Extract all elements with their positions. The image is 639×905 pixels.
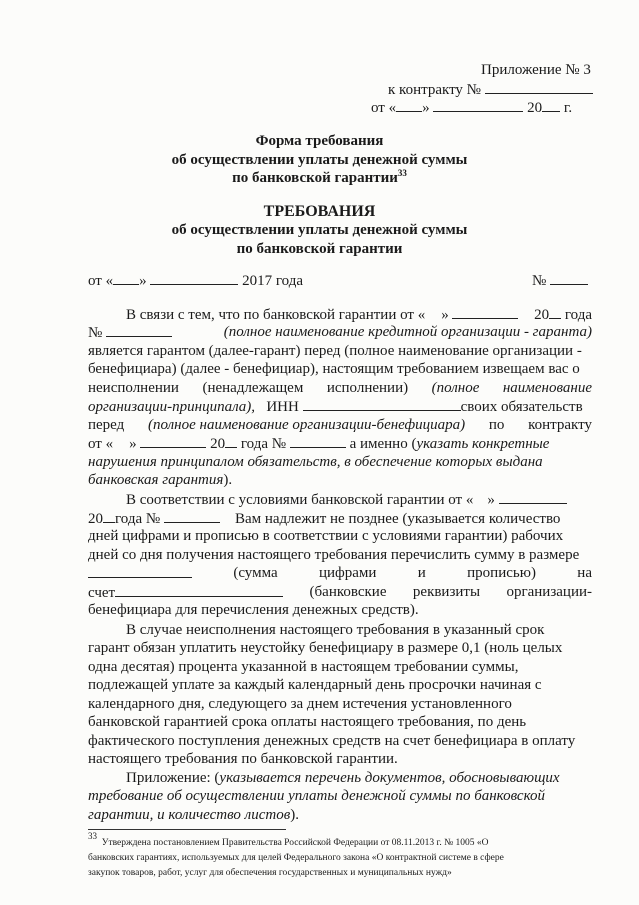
p1-l8-open: от «: [88, 436, 114, 452]
p2-l2-year: 20: [88, 511, 103, 527]
p1-line9: нарушения принципалом обязательств, в обеспечение которых выдана: [88, 454, 543, 470]
doc-date-close: »: [139, 273, 147, 289]
doc-title-line1: ТРЕБОВАНИЯ: [263, 203, 376, 220]
p1-l8-year: 20: [210, 436, 226, 452]
p1-l5-d: (полное: [431, 380, 480, 396]
p1-l1-close: »: [441, 307, 449, 323]
p2-l5-sum-blank: [88, 565, 192, 578]
header-day-blank: [396, 99, 422, 112]
p3-line8: настоящего требования по банковской гарантии.: [88, 751, 398, 767]
p2-l5-a: (сумма: [233, 565, 278, 581]
p3-line2: гарант обязан уплатить неустойку бенефициару в размере 0,1 (ноль целых: [88, 640, 563, 656]
p1-l8-month-blank: [140, 435, 206, 448]
p3-line5: календарного дня, следующего за днем истечения установленного: [88, 696, 512, 712]
p2-l1-text: В соответствии с условиями банковской гарантии от «: [126, 492, 474, 508]
p2-l2-text: Вам надлежит не позднее (указывается количество: [234, 511, 561, 527]
p4-l3-text: гарантии, и количество листов: [88, 807, 291, 823]
p1-l8-number-blank: [290, 435, 346, 448]
doc-number-label: №: [532, 273, 547, 289]
p1-l1-god: года: [564, 307, 592, 323]
p1-l7-b: (полное наименование организации-бенефициара): [148, 417, 466, 433]
footnote-ref: 33: [397, 168, 407, 178]
p1-l5-c: исполнении): [326, 380, 409, 396]
p2-line3: дней цифрами и прописью в соответствии с условиями гарантии) рабочих: [88, 528, 564, 544]
p2-l1-month-blank: [499, 491, 567, 504]
p2-line7: бенефициара для перечисления денежных средств).: [88, 602, 419, 618]
p1-line1: [126, 306, 592, 324]
contract-label: к контракту №: [388, 82, 481, 98]
p3-line4: подлежащей уплате за каждый календарный день просрочки начиная с: [88, 677, 542, 693]
header-date-close: »: [422, 100, 430, 116]
p1-l1-month-blank: [452, 306, 518, 319]
doc-number-line: [532, 272, 588, 290]
p1-l8-year-blank: [225, 435, 237, 448]
p1-l8-no: года №: [240, 436, 287, 452]
p2-line2: [88, 510, 560, 528]
p2-line1: [126, 491, 567, 509]
p2-l1-close: »: [487, 492, 495, 508]
p1-l5-e: наименование: [502, 380, 592, 396]
p3-line6: банковской гарантией срока оплаты настоящего требования, по день: [88, 714, 527, 730]
header-month-blank: [433, 99, 523, 112]
p2-l2-number-blank: [164, 510, 220, 523]
p1-l8-specify: указать конкретные: [416, 436, 550, 452]
p1-l1-year: 20: [534, 307, 550, 323]
doc-date-open: от «: [88, 273, 114, 289]
contract-number-blank: [485, 81, 593, 94]
p1-l5-a: неисполнении: [88, 380, 179, 396]
p1-l6-inn: ИНН: [266, 399, 299, 415]
p4-line3: [88, 807, 299, 824]
p4-line2: требование об осуществлении уплаты денежной суммы по банковской: [88, 788, 546, 804]
doc-month-blank: [150, 272, 238, 285]
p2-l5-e: на: [577, 565, 592, 581]
p1-l5-b: (ненадлежащем: [202, 380, 304, 396]
p2-l6-account: счет: [88, 585, 116, 601]
header-year-blank: [542, 99, 560, 112]
form-title-line3: [0, 170, 639, 187]
header-date-line: [371, 99, 572, 117]
p1-line10: [88, 472, 232, 489]
p1-l2-no: №: [88, 325, 103, 341]
p2-l6-c: реквизиты: [412, 584, 481, 600]
header-year-suffix: г.: [563, 100, 573, 116]
p1-l10-end: ).: [223, 472, 233, 488]
doc-title-line2: об осуществлении уплаты денежной суммы: [171, 222, 468, 238]
doc-year: 2017 года: [242, 273, 303, 289]
contract-line: [388, 81, 593, 99]
p1-l6-inn-blank: [303, 398, 461, 411]
p4-l1-appendix: Приложение: (: [126, 770, 220, 786]
p1-l6-obligations: своих обязательств: [460, 399, 583, 415]
doc-date-line: [88, 272, 303, 290]
form-title-line3-text: по банковской гарантии: [232, 170, 398, 186]
p4-l1-text: указывается перечень документов, обосновывающих: [219, 770, 560, 786]
footnote-line3: закупок товаров, работ, услуг для обеспечения государственных и муниципальных нужд»: [88, 868, 452, 878]
doc-day-blank: [113, 272, 139, 285]
p2-l5-b: цифрами: [318, 565, 377, 581]
p1-l10-guarantee: банковская гарантия: [88, 472, 224, 488]
p4-line1: [126, 770, 560, 787]
p1-l1-year-blank: [549, 306, 561, 319]
footnote-number: 33: [88, 831, 97, 841]
p1-line5: [88, 380, 592, 397]
p1-line4: бенефициара) (далее - бенефициар), настоящим требованием извещаем вас о: [88, 361, 580, 377]
p1-line3: является гарантом (далее-гарант) перед (полное наименование организации -: [88, 343, 582, 359]
p4-l3-end: ).: [290, 807, 299, 823]
p2-l6-account-blank: [115, 584, 283, 597]
footnote-separator: [88, 829, 286, 830]
p1-l2-number-blank: [106, 324, 172, 337]
p2-l2-no: года №: [115, 511, 161, 527]
p1-l2-bank-name: (полное наименование кредитной организации - гаранта): [223, 324, 592, 340]
header-date-open: от «: [371, 100, 397, 116]
footnote-text-1: Утверждена постановлением Правительства Российской Федерации от 08.11.2013 г. № 1005 «О: [101, 838, 489, 848]
p1-line8: [88, 435, 549, 453]
doc-title-line3: по банковской гарантии: [236, 241, 403, 257]
p2-line4: дней со дня получения настоящего требования перечислить сумму в размере: [88, 547, 580, 563]
p3-line7: фактического поступления денежных средств на счет бенефициара в оплату: [88, 733, 576, 749]
form-title-line2: об осуществлении уплаты денежной суммы: [171, 152, 468, 168]
p2-l5-c: и: [417, 565, 426, 581]
footnote-line2: банковских гарантиях, используемых для целей Федерального закона «О контрактной системе в сфере: [88, 853, 504, 863]
p1-line2: [88, 324, 592, 342]
header-year-prefix: 20: [527, 100, 543, 116]
doc-number-blank: [550, 272, 588, 285]
p1-l7-d: контракту: [528, 417, 592, 433]
form-title-line1: Форма требования: [255, 133, 384, 149]
p2-l6-b: (банковские: [309, 584, 387, 600]
p1-l6-principal: организации-принципала),: [88, 399, 256, 415]
p2-line6: [88, 584, 592, 602]
p2-l6-d: организации-: [506, 584, 592, 600]
p2-line5: [88, 565, 592, 582]
p1-l8-close: »: [129, 436, 137, 452]
p1-l8-namely: а именно (: [349, 436, 417, 452]
p1-l7-a: перед: [88, 417, 125, 433]
p3-line1: В случае неисполнения настоящего требования в указанный срок: [126, 622, 545, 638]
p2-l5-d: прописью): [467, 565, 536, 581]
p1-line6: [88, 398, 583, 416]
p1-l7-c: по: [488, 417, 505, 433]
p1-l1-text: В связи с тем, что по банковской гарантии от «: [126, 307, 426, 323]
p1-line7: [88, 417, 592, 434]
appendix-label: Приложение № 3: [481, 62, 591, 78]
p2-l2-year-blank: [103, 510, 115, 523]
footnote-line1: [88, 831, 592, 850]
p3-line3: одна десятая) процента указанной в настоящем требовании суммы,: [88, 659, 519, 675]
